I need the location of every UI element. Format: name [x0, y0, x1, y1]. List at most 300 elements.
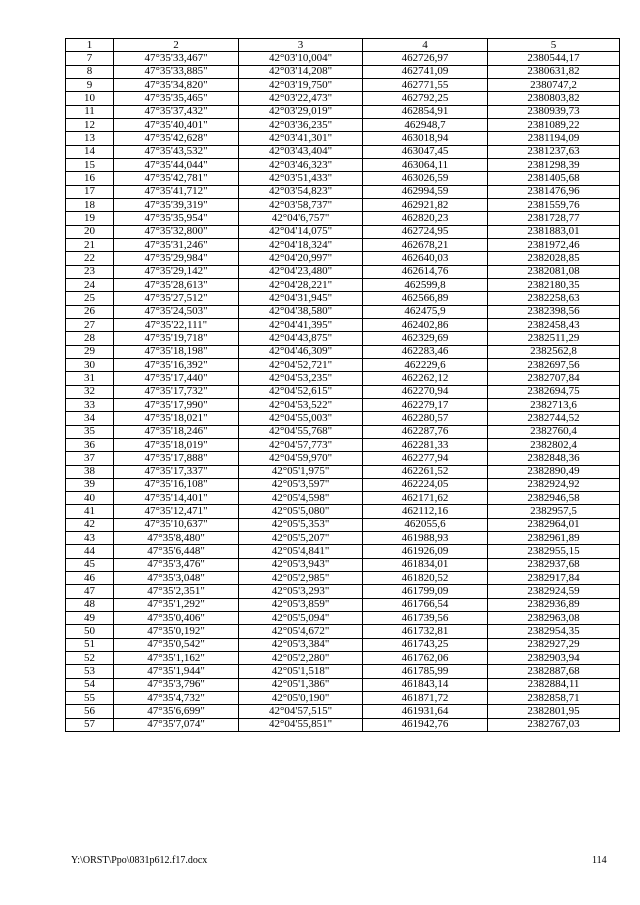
table-cell: 461743,25	[363, 638, 488, 651]
table-cell: 45	[66, 558, 114, 571]
table-cell: 461988,93	[363, 532, 488, 545]
table-cell: 2380631,82	[488, 65, 620, 78]
table-row	[66, 332, 620, 345]
table-cell: 47	[66, 585, 114, 598]
table-cell: 55	[66, 692, 114, 705]
table-row	[66, 52, 620, 65]
table-cell: 462112,16	[363, 505, 488, 518]
table-cell: 42°05'2,280"	[239, 652, 363, 665]
table-cell: 42°04'59,970"	[239, 452, 363, 465]
table-cell: 26	[66, 305, 114, 318]
table-cell: 47°35'14,401"	[114, 492, 239, 505]
table-cell: 2382258,63	[488, 292, 620, 305]
table-cell: 47°35'17,440"	[114, 372, 239, 385]
table-row	[66, 612, 620, 625]
table-cell: 2382927,29	[488, 638, 620, 651]
table-row	[66, 278, 620, 291]
table-cell: 2382858,71	[488, 692, 620, 705]
table-cell: 2382903,94	[488, 652, 620, 665]
table-cell: 47°35'37,432"	[114, 105, 239, 118]
table-cell: 462820,23	[363, 212, 488, 225]
coordinates-table	[65, 38, 620, 732]
table-cell: 462792,25	[363, 92, 488, 105]
table-cell: 47°35'35,954"	[114, 212, 239, 225]
table-cell: 2382694,75	[488, 385, 620, 398]
table-cell: 42°05'4,841"	[239, 545, 363, 558]
table-cell: 7	[66, 52, 114, 65]
table-cell: 42°03'19,750"	[239, 78, 363, 91]
table-row	[66, 558, 620, 571]
table-cell: 42°03'51,433"	[239, 172, 363, 185]
table-cell: 37	[66, 452, 114, 465]
footer-file-path: Y:\ORST\Ppo\0831p612.f17.docx	[71, 855, 208, 866]
table-body	[66, 52, 620, 732]
table-cell: 42°05'5,094"	[239, 612, 363, 625]
table-row	[66, 185, 620, 198]
table-cell: 2382458,43	[488, 318, 620, 331]
table-cell: 47°35'44,044"	[114, 158, 239, 171]
table-cell: 462229,6	[363, 358, 488, 371]
table-cell: 462854,91	[363, 105, 488, 118]
table-cell: 2382957,5	[488, 505, 620, 518]
table-cell: 462475,9	[363, 305, 488, 318]
table-row	[66, 438, 620, 451]
table-cell: 47°35'18,198"	[114, 345, 239, 358]
table-cell: 462741,09	[363, 65, 488, 78]
table-cell: 2382954,35	[488, 625, 620, 638]
table-cell: 42°03'36,235"	[239, 118, 363, 131]
table-cell: 462329,69	[363, 332, 488, 345]
table-cell: 42°04'31,945"	[239, 292, 363, 305]
table-cell: 47°35'6,699"	[114, 705, 239, 718]
table-cell: 47°35'16,108"	[114, 478, 239, 491]
table-cell: 462994,59	[363, 185, 488, 198]
table-row	[66, 452, 620, 465]
table-cell: 42°05'1,518"	[239, 665, 363, 678]
table-cell: 47°35'32,800"	[114, 225, 239, 238]
table-cell: 27	[66, 318, 114, 331]
table-cell: 34	[66, 412, 114, 425]
table-cell: 42°03'54,823"	[239, 185, 363, 198]
table-cell: 47°35'17,732"	[114, 385, 239, 398]
table-cell: 35	[66, 425, 114, 438]
table-cell: 462283,46	[363, 345, 488, 358]
table-cell: 42°03'43,404"	[239, 145, 363, 158]
table-cell: 42°04'57,515"	[239, 705, 363, 718]
table-cell: 2382760,4	[488, 425, 620, 438]
table-row	[66, 625, 620, 638]
table-row	[66, 532, 620, 545]
table-cell: 463026,59	[363, 172, 488, 185]
table-cell: 461834,01	[363, 558, 488, 571]
table-cell: 42°05'1,386"	[239, 678, 363, 691]
table-cell: 25	[66, 292, 114, 305]
table-cell: 461871,72	[363, 692, 488, 705]
table-cell: 38	[66, 465, 114, 478]
table-cell: 47°35'19,718"	[114, 332, 239, 345]
table-cell: 462224,05	[363, 478, 488, 491]
table-cell: 47°35'24,503"	[114, 305, 239, 318]
table-cell: 29	[66, 345, 114, 358]
table-cell: 2382180,35	[488, 278, 620, 291]
table-cell: 462614,76	[363, 265, 488, 278]
table-cell: 47°35'7,074"	[114, 718, 239, 731]
column-header: 4	[363, 39, 488, 52]
table-cell: 42°04'23,480"	[239, 265, 363, 278]
table-cell: 42°04'52,615"	[239, 385, 363, 398]
column-header: 1	[66, 39, 114, 52]
table-cell: 42°05'5,353"	[239, 518, 363, 531]
table-cell: 462270,94	[363, 385, 488, 398]
table-row	[66, 572, 620, 585]
table-cell: 462281,33	[363, 438, 488, 451]
table-cell: 53	[66, 665, 114, 678]
table-cell: 2382963,08	[488, 612, 620, 625]
table-cell: 2382884,11	[488, 678, 620, 691]
table-row	[66, 132, 620, 145]
table-cell: 42°03'10,004"	[239, 52, 363, 65]
table-cell: 2381728,77	[488, 212, 620, 225]
table-cell: 42°05'5,207"	[239, 532, 363, 545]
table-cell: 462566,89	[363, 292, 488, 305]
table-cell: 2381883,01	[488, 225, 620, 238]
table-cell: 2382937,68	[488, 558, 620, 571]
table-cell: 36	[66, 438, 114, 451]
table-cell: 47°35'41,712"	[114, 185, 239, 198]
table-cell: 47°35'17,337"	[114, 465, 239, 478]
table-cell: 462055,6	[363, 518, 488, 531]
table-cell: 2382887,68	[488, 665, 620, 678]
table-cell: 2381405,68	[488, 172, 620, 185]
table-cell: 42°04'28,221"	[239, 278, 363, 291]
table-cell: 47°35'40,401"	[114, 118, 239, 131]
table-row	[66, 105, 620, 118]
table-cell: 47°35'1,162"	[114, 652, 239, 665]
table-cell: 50	[66, 625, 114, 638]
table-cell: 44	[66, 545, 114, 558]
table-cell: 47°35'4,732"	[114, 692, 239, 705]
table-cell: 2382924,92	[488, 478, 620, 491]
table-cell: 463047,45	[363, 145, 488, 158]
table-row	[66, 212, 620, 225]
table-cell: 18	[66, 198, 114, 211]
table-cell: 461732,81	[363, 625, 488, 638]
table-cell: 462277,94	[363, 452, 488, 465]
table-cell: 47°35'29,142"	[114, 265, 239, 278]
table-cell: 42°04'6,757"	[239, 212, 363, 225]
table-cell: 42°05'3,293"	[239, 585, 363, 598]
table-cell: 2382955,15	[488, 545, 620, 558]
table-cell: 8	[66, 65, 114, 78]
table-cell: 47°35'33,885"	[114, 65, 239, 78]
table-cell: 2382081,08	[488, 265, 620, 278]
table-cell: 42°05'0,190"	[239, 692, 363, 705]
table-row	[66, 505, 620, 518]
table-cell: 42°04'53,235"	[239, 372, 363, 385]
table-cell: 2382744,52	[488, 412, 620, 425]
table-cell: 42°05'3,859"	[239, 598, 363, 611]
table-cell: 462261,52	[363, 465, 488, 478]
table-row	[66, 78, 620, 91]
table-cell: 20	[66, 225, 114, 238]
table-cell: 52	[66, 652, 114, 665]
table-cell: 47°35'3,476"	[114, 558, 239, 571]
table-cell: 47°35'0,406"	[114, 612, 239, 625]
table-cell: 2381237,63	[488, 145, 620, 158]
table-cell: 47°35'0,542"	[114, 638, 239, 651]
table-cell: 2382562,8	[488, 345, 620, 358]
table-cell: 2381972,46	[488, 238, 620, 251]
table-cell: 47°35'33,467"	[114, 52, 239, 65]
table-cell: 16	[66, 172, 114, 185]
table-cell: 42°04'46,309"	[239, 345, 363, 358]
table-cell: 42°05'2,985"	[239, 572, 363, 585]
table-cell: 462287,76	[363, 425, 488, 438]
table-header-row	[66, 39, 620, 52]
table-cell: 461926,09	[363, 545, 488, 558]
table-cell: 47°35'17,990"	[114, 398, 239, 411]
table-row	[66, 718, 620, 731]
table-cell: 2382961,89	[488, 532, 620, 545]
table-cell: 2380939,73	[488, 105, 620, 118]
table-cell: 24	[66, 278, 114, 291]
column-header: 3	[239, 39, 363, 52]
table-cell: 462640,03	[363, 252, 488, 265]
table-cell: 47°35'18,246"	[114, 425, 239, 438]
table-cell: 31	[66, 372, 114, 385]
table-cell: 462280,57	[363, 412, 488, 425]
table-row	[66, 518, 620, 531]
table-cell: 47°35'34,820"	[114, 78, 239, 91]
table-cell: 2382707,84	[488, 372, 620, 385]
table-cell: 42°03'29,019"	[239, 105, 363, 118]
table-cell: 47°35'1,944"	[114, 665, 239, 678]
table-cell: 17	[66, 185, 114, 198]
table-cell: 461843,14	[363, 678, 488, 691]
table-cell: 23	[66, 265, 114, 278]
column-header: 5	[488, 39, 620, 52]
table-cell: 461785,99	[363, 665, 488, 678]
table-cell: 461799,09	[363, 585, 488, 598]
table-cell: 462678,21	[363, 238, 488, 251]
table-cell: 47°35'0,192"	[114, 625, 239, 638]
table-cell: 47°35'42,781"	[114, 172, 239, 185]
table-row	[66, 305, 620, 318]
table-row	[66, 652, 620, 665]
table-row	[66, 398, 620, 411]
table-cell: 42°03'22,473"	[239, 92, 363, 105]
table-cell: 54	[66, 678, 114, 691]
table-row	[66, 678, 620, 691]
column-header: 2	[114, 39, 239, 52]
table-cell: 47°35'6,448"	[114, 545, 239, 558]
table-cell: 42°04'41,395"	[239, 318, 363, 331]
table-cell: 39	[66, 478, 114, 491]
table-cell: 463064,11	[363, 158, 488, 171]
table-row	[66, 478, 620, 491]
table-cell: 42	[66, 518, 114, 531]
table-cell: 48	[66, 598, 114, 611]
table-cell: 2381089,22	[488, 118, 620, 131]
table-cell: 2382767,03	[488, 718, 620, 731]
table-cell: 2382713,6	[488, 398, 620, 411]
table-cell: 47°35'31,246"	[114, 238, 239, 251]
table-cell: 47°35'28,613"	[114, 278, 239, 291]
table-cell: 21	[66, 238, 114, 251]
table-cell: 462921,82	[363, 198, 488, 211]
table-cell: 462262,12	[363, 372, 488, 385]
table-cell: 2381476,96	[488, 185, 620, 198]
table-cell: 12	[66, 118, 114, 131]
table-cell: 2382697,56	[488, 358, 620, 371]
table-cell: 42°04'14,075"	[239, 225, 363, 238]
table-cell: 32	[66, 385, 114, 398]
table-cell: 43	[66, 532, 114, 545]
table-row	[66, 465, 620, 478]
table-cell: 42°03'14,208"	[239, 65, 363, 78]
table-cell: 462171,62	[363, 492, 488, 505]
table-row	[66, 252, 620, 265]
table-cell: 47°35'10,637"	[114, 518, 239, 531]
table-cell: 42°04'18,324"	[239, 238, 363, 251]
table-cell: 42°03'46,323"	[239, 158, 363, 171]
table-cell: 42°04'55,768"	[239, 425, 363, 438]
table-row	[66, 145, 620, 158]
table-row	[66, 238, 620, 251]
table-cell: 2382848,36	[488, 452, 620, 465]
table-cell: 461931,64	[363, 705, 488, 718]
table-cell: 15	[66, 158, 114, 171]
table-cell: 42°04'38,580"	[239, 305, 363, 318]
table-row	[66, 65, 620, 78]
table-cell: 10	[66, 92, 114, 105]
page-number: 114	[592, 855, 607, 866]
table-cell: 47°35'29,984"	[114, 252, 239, 265]
table-row	[66, 345, 620, 358]
table-cell: 42°05'5,080"	[239, 505, 363, 518]
table-cell: 47°35'22,111"	[114, 318, 239, 331]
table-cell: 2382924,59	[488, 585, 620, 598]
table-cell: 22	[66, 252, 114, 265]
table-cell: 47°35'18,019"	[114, 438, 239, 451]
table-cell: 47°35'43,532"	[114, 145, 239, 158]
table-cell: 42°04'53,522"	[239, 398, 363, 411]
table-cell: 2380803,82	[488, 92, 620, 105]
table-cell: 42°05'4,598"	[239, 492, 363, 505]
table-cell: 47°35'17,888"	[114, 452, 239, 465]
table-cell: 47°35'39,319"	[114, 198, 239, 211]
table-cell: 49	[66, 612, 114, 625]
table-cell: 57	[66, 718, 114, 731]
table-cell: 462771,55	[363, 78, 488, 91]
table-cell: 28	[66, 332, 114, 345]
table-cell: 462948,7	[363, 118, 488, 131]
table-cell: 42°05'3,384"	[239, 638, 363, 651]
table-cell: 462724,95	[363, 225, 488, 238]
table-cell: 41	[66, 505, 114, 518]
table-cell: 11	[66, 105, 114, 118]
table-cell: 461766,54	[363, 598, 488, 611]
table-row	[66, 358, 620, 371]
table-row	[66, 598, 620, 611]
table-cell: 40	[66, 492, 114, 505]
table-cell: 42°04'52,721"	[239, 358, 363, 371]
table-cell: 461739,56	[363, 612, 488, 625]
table-cell: 461820,52	[363, 572, 488, 585]
table-cell: 2382801,95	[488, 705, 620, 718]
table-cell: 47°35'18,021"	[114, 412, 239, 425]
table-cell: 42°04'20,997"	[239, 252, 363, 265]
table-row	[66, 198, 620, 211]
table-cell: 47°35'27,512"	[114, 292, 239, 305]
table-cell: 463018,94	[363, 132, 488, 145]
table-row	[66, 492, 620, 505]
table-row	[66, 638, 620, 651]
table-cell: 47°35'1,292"	[114, 598, 239, 611]
table-cell: 2380544,17	[488, 52, 620, 65]
table-cell: 42°05'4,672"	[239, 625, 363, 638]
table-row	[66, 412, 620, 425]
table-cell: 2381559,76	[488, 198, 620, 211]
table-row	[66, 225, 620, 238]
table-cell: 47°35'42,628"	[114, 132, 239, 145]
table-row	[66, 372, 620, 385]
table-cell: 42°04'55,003"	[239, 412, 363, 425]
table-cell: 42°03'41,301"	[239, 132, 363, 145]
table-cell: 461762,06	[363, 652, 488, 665]
table-cell: 2381298,39	[488, 158, 620, 171]
table-cell: 47°35'2,351"	[114, 585, 239, 598]
table-cell: 42°05'3,943"	[239, 558, 363, 571]
table-cell: 51	[66, 638, 114, 651]
table-cell: 47°35'3,048"	[114, 572, 239, 585]
table-cell: 56	[66, 705, 114, 718]
table-row	[66, 585, 620, 598]
table-row	[66, 92, 620, 105]
table-cell: 47°35'3,796"	[114, 678, 239, 691]
table-row	[66, 545, 620, 558]
table-cell: 42°04'57,773"	[239, 438, 363, 451]
table-cell: 42°03'58,737"	[239, 198, 363, 211]
table-cell: 42°04'43,875"	[239, 332, 363, 345]
table-cell: 2382398,56	[488, 305, 620, 318]
table-cell: 462402,86	[363, 318, 488, 331]
table-cell: 461942,76	[363, 718, 488, 731]
table-row	[66, 665, 620, 678]
table-cell: 462279,17	[363, 398, 488, 411]
table-cell: 46	[66, 572, 114, 585]
table-cell: 2382964,01	[488, 518, 620, 531]
table-row	[66, 265, 620, 278]
table-row	[66, 118, 620, 131]
table-row	[66, 158, 620, 171]
table-cell: 33	[66, 398, 114, 411]
table-cell: 13	[66, 132, 114, 145]
table-cell: 2381194,09	[488, 132, 620, 145]
table-cell: 42°05'1,975"	[239, 465, 363, 478]
table-row	[66, 385, 620, 398]
table-cell: 42°05'3,597"	[239, 478, 363, 491]
table-row	[66, 692, 620, 705]
table-row	[66, 318, 620, 331]
table-cell: 47°35'12,471"	[114, 505, 239, 518]
table-cell: 47°35'8,480"	[114, 532, 239, 545]
table-cell: 30	[66, 358, 114, 371]
table-cell: 19	[66, 212, 114, 225]
table-cell: 2382802,4	[488, 438, 620, 451]
table-cell: 2382511,29	[488, 332, 620, 345]
table-cell: 42°04'55,851"	[239, 718, 363, 731]
